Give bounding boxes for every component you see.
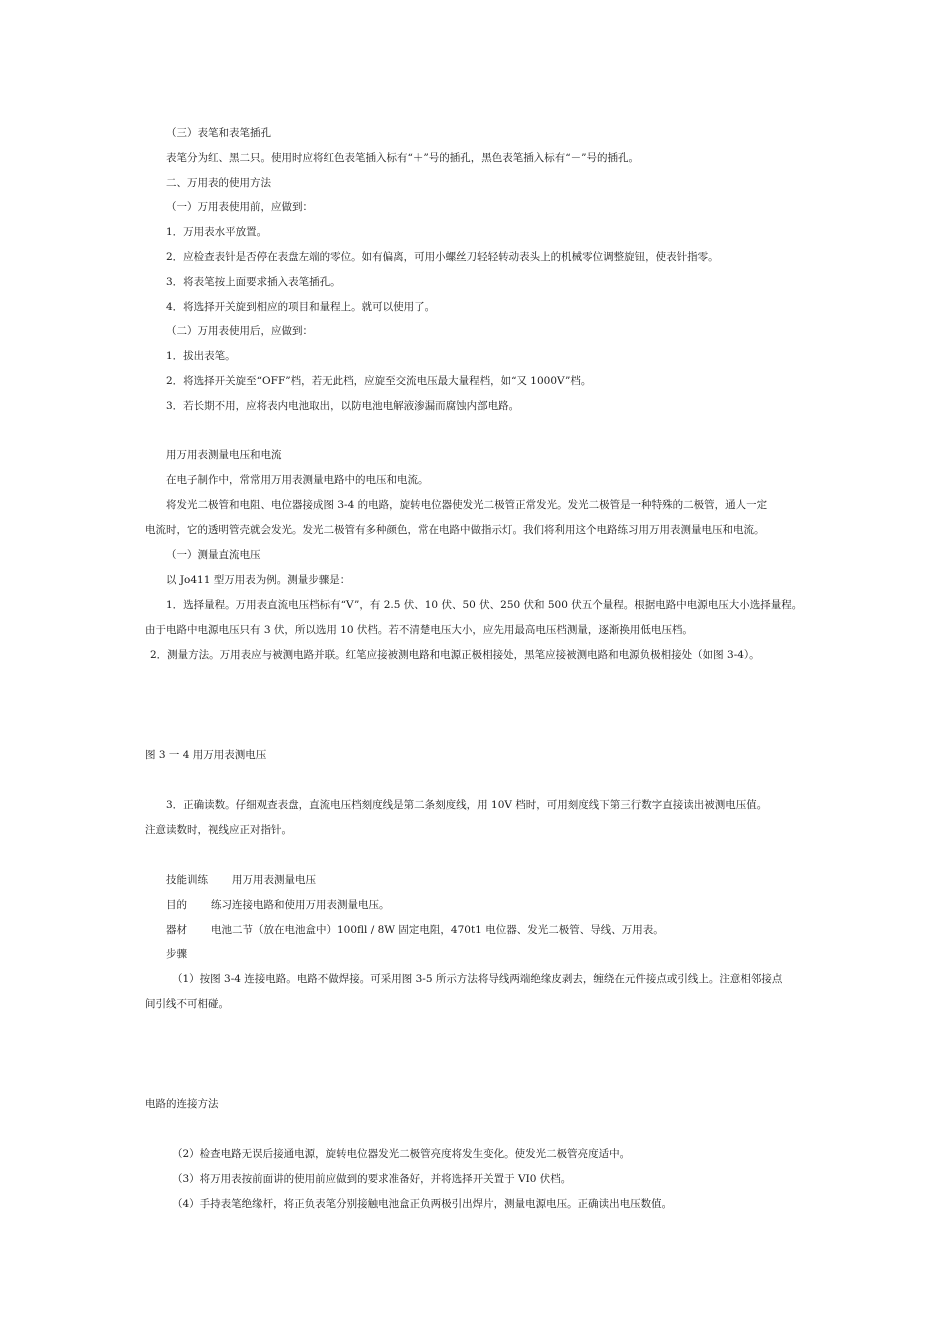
steps-heading: 步骤 [166,948,187,960]
list-item: 2．测量方法。万用表应与被测电路并联。红笔应接被测电路和电源正极相接处，黑笔应接被测电路和电源负极相接处（如图 3-4）。 [150,649,760,661]
list-item: 1．选择量程。万用表直流电压档标有“V”，有 2.5 伏、10 伏、50 伏、250 伏和 500 伏五个量程。根据电路中电源电压大小选择量程。 [166,599,803,611]
list-item: 1．万用表水平放置。 [166,226,268,238]
list-item: （3）将万用表按前面讲的使用前应做到的要求准备好，并将选择开关置于 VI0 伏档。 [172,1173,572,1185]
subsection-heading-dc-voltage: （一）测量直流电压 [166,549,261,561]
figure-caption: 电路的连接方法 [145,1098,219,1110]
section-heading-test-leads: （三）表笔和表笔插孔 [166,127,271,139]
list-item: 2．将选择开关旋至“OFF”档，若无此档，应旋至交流电压最大量程档，如“又 1000V”档。 [166,375,592,387]
list-item: 3．若长期不用，应将表内电池取出，以防电池电解液渗漏而腐蚀内部电路。 [166,400,520,412]
list-item: （1）按图 3-4 连接电路。电路不做焊接。可采用图 3-5 所示方法将导线两端绝缘皮剥去，缠绕在元件接点或引线上。注意相邻接点 [172,973,783,985]
paragraph-continuation: 电流时，它的透明管壳就会发光。发光二极管有多种颜色，常在电路中做指示灯。我们将利用这个电路练习用万用表测量电压和电流。 [145,524,765,536]
paragraph-continuation: 注意读数时，视线应正对指针。 [145,824,292,836]
purpose-line [166,898,390,912]
label: 技能训练 [166,874,208,886]
paragraph: 在电子制作中，常常用万用表测量电路中的电压和电流。 [166,474,429,486]
paragraph: 将发光二极管和电阻、电位器接成图 3-4 的电路，旋转电位器使发光二极管正常发光。发光二极管是一种特殊的二极管，通人一定 [166,499,768,511]
subsection-heading-before-use: （一）万用表使用前，应做到： [166,201,313,213]
value: 电池二节（放在电池盒中）100fll / 8W 固定电阻，470t1 电位器、发光二极管、导线、万用表。 [211,924,664,936]
value: 练习连接电路和使用万用表测量电压。 [211,899,390,911]
figure-caption: 图 3 一 4 用万用表测电压 [145,749,267,761]
value: 用万用表测量电压 [232,874,316,886]
paragraph-continuation: 由于电路中电源电压只有 3 伏，所以选用 10 伏档。若不清楚电压大小，应先用最高电压档测量，逐渐换用低电压档。 [145,624,693,636]
section-heading-usage: 二、万用表的使用方法 [166,177,271,189]
paragraph: 表笔分为红、黑二只。使用时应将红色表笔插入标有“＋”号的插孔，黑色表笔插入标有“－”号的插孔。 [166,152,639,164]
label: 目的 [166,899,187,911]
list-item: （2）检查电路无误后接通电源，旋转电位器发光二极管亮度将发生变化。使发光二极管亮度适中。 [172,1148,631,1160]
skill-training-heading [166,873,316,887]
section-heading-measure: 用万用表测量电压和电流 [166,449,282,461]
list-item: （4）手持表笔绝缘杆，将正负表笔分别接触电池盒正负两极引出焊片，测量电源电压。正确读出电压数值。 [172,1198,673,1210]
list-item: 4．将选择开关旋到相应的项目和量程上。就可以使用了。 [166,301,436,313]
list-item: 3．正确读数。仔细观查表盘，直流电压档刻度线是第二条刻度线，用 10V 档时，可用刻度线下第三行数字直接读出被测电压值。 [166,799,768,811]
list-item: 1．拔出表笔。 [166,350,236,362]
paragraph: 以 Jo411 型万用表为例。测量步骤是： [166,574,351,586]
paragraph-continuation: 间引线不可相碰。 [145,998,229,1010]
label: 器材 [166,924,187,936]
list-item: 3．将表笔按上面要求插入表笔插孔。 [166,276,341,288]
materials-line [166,923,664,937]
subsection-heading-after-use: （二）万用表使用后，应做到： [166,325,313,337]
list-item: 2．应检查表针是否停在表盘左端的零位。如有偏离，可用小螺丝刀轻轻转动表头上的机械零位调整旋钮，使表针指零。 [166,251,719,263]
